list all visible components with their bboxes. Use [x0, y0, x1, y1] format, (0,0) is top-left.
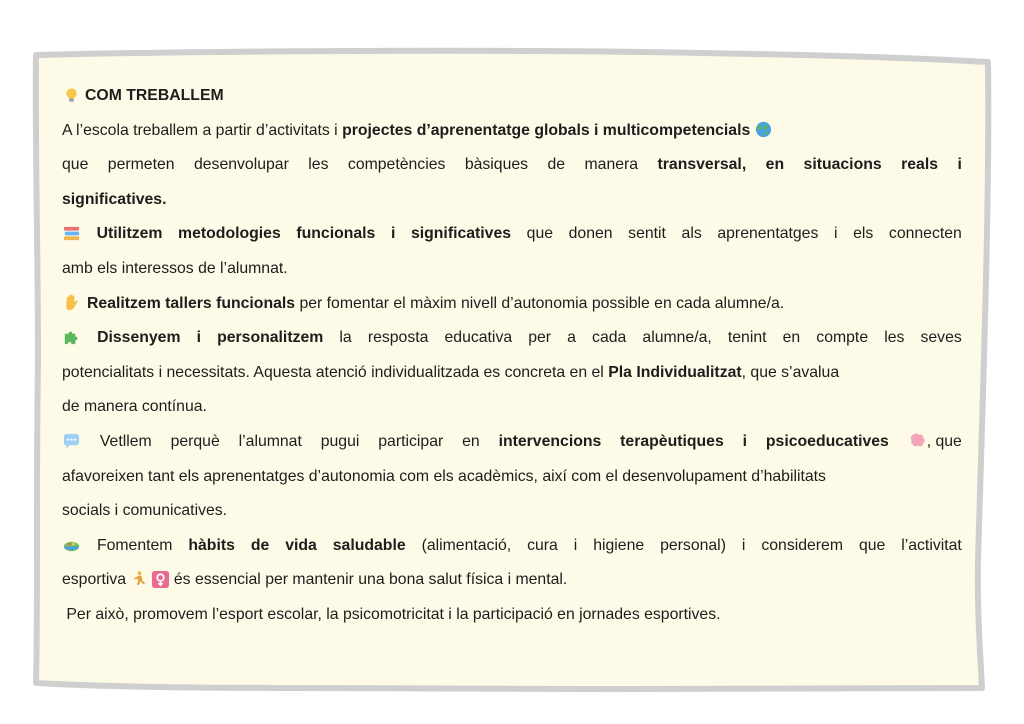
p5-line3-text: socials i comunicatives.: [62, 502, 228, 520]
p4-plan-bold: Pla Individualitzat: [608, 363, 742, 381]
salad-icon: [62, 536, 81, 555]
brain-icon: [908, 431, 927, 450]
p1-bold: projectes d’aprenentatge globals i multicompetencials: [342, 121, 751, 139]
p4-line3-text: de manera contínua.: [62, 398, 207, 416]
female-sign-icon: [151, 570, 170, 589]
raised-hand-icon: [62, 293, 81, 312]
p4-line1: Dissenyem i personalitzem la resposta educativa per a cada alumne/a, tenint en compte les seves: [62, 321, 962, 356]
p1-line2: que permeten desenvolupar les competències bàsiques de manera transversal, en situacions reals i: [62, 156, 962, 174]
puzzle-icon: [62, 328, 81, 347]
p6-line2-b: és essencial per mantenir una bona salut física i mental.: [169, 571, 568, 589]
globe-icon: [754, 120, 773, 139]
p6-line2-a: esportiva: [62, 571, 131, 589]
page-title: COM TREBALLEM: [85, 87, 224, 104]
speech-bubble-icon: [62, 432, 81, 451]
p6-line1: Fomentem hàbits de vida saludable (alimentació, cura i higiene personal) i considerem que l’activitat: [62, 529, 962, 564]
p5-line1: Vetllem perquè l’alumnat pugui participar en intervencions terapèutiques i psicoeducatives , que: [62, 425, 962, 460]
p5-line2-text: afavoreixen tant els aprenentatges d’autonomia com els acadèmics, així com el desenvolupament d’habilitats: [62, 467, 826, 485]
p4-line2-c: , que s’avalua: [741, 363, 840, 381]
p3-text: per fomentar el màxim nivell d’autonomia possible en cada alumne/a.: [295, 294, 785, 312]
p2-line2: [62, 252, 962, 287]
p4-line3: [62, 390, 962, 425]
p6-line3: [62, 598, 962, 633]
document-body: [62, 79, 962, 633]
woman-running-icon: [131, 570, 150, 589]
p4-line2: [62, 356, 962, 391]
p5-line3: [62, 494, 962, 529]
p4-line2-a: potencialitats i necessitats. Aquesta atenció individualitzada es concreta en el: [62, 363, 609, 381]
p1-line3-bold: significatives.: [62, 190, 167, 208]
p1-line3: [62, 183, 962, 218]
p3-bold: Realitzem tallers funcionals: [87, 294, 296, 312]
p1-line1: [62, 114, 962, 149]
p2-line1: Utilitzem metodologies funcionals i significatives que donen sentit als aprenentatges i els connecten: [62, 217, 962, 252]
p1-text-a: A l’escola treballem a partir d’activitats i: [62, 121, 343, 139]
p2-line2-text: amb els interessos de l’alumnat.: [62, 259, 288, 277]
books-icon: [62, 224, 81, 243]
p6-line3-text: Per això, promovem l’esport escolar, la psicomotricitat i la participació en jornades esportives.: [62, 605, 721, 623]
lightbulb-icon: [62, 86, 81, 105]
p3-line1: [62, 287, 962, 322]
p6-line2: [62, 563, 962, 598]
p5-line2: [62, 460, 962, 495]
heading-line: [62, 79, 962, 114]
